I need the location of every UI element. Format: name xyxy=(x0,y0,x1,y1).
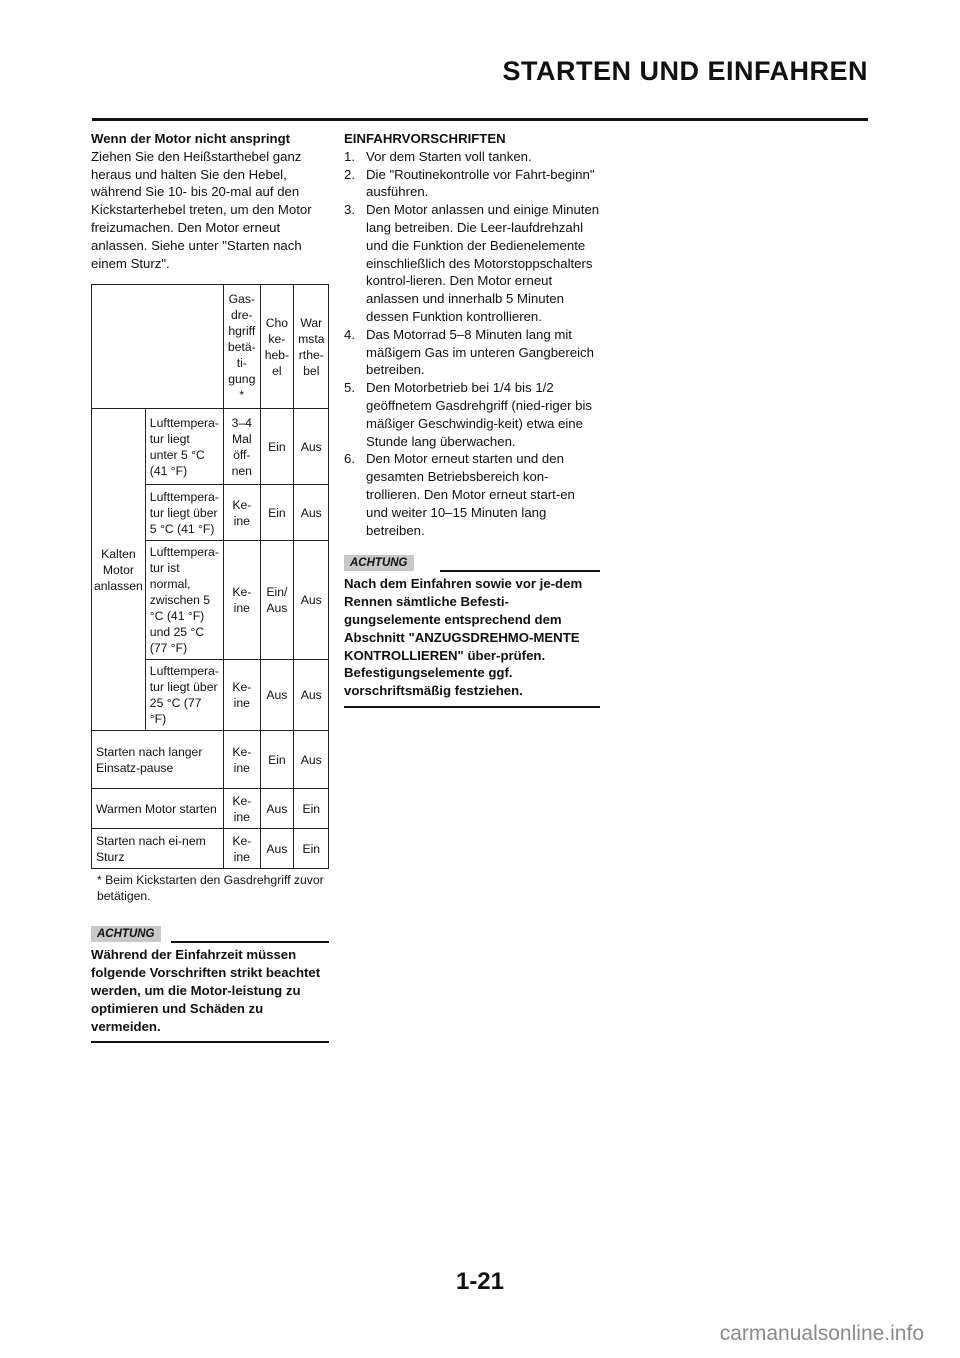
list-item xyxy=(344,148,600,166)
step-number: 5. xyxy=(344,380,355,396)
table-cell-warm: Aus xyxy=(294,660,329,731)
table-cell-gas: Ke-ine xyxy=(223,789,260,829)
right-column xyxy=(344,130,600,708)
table-cell-condition: Lufttempera-tur liegt unter 5 °C (41 °F) xyxy=(145,409,223,485)
table-header-gas: Gas-dre-hgriff betä-ti-gung * xyxy=(223,285,260,409)
page-header-title: STARTEN UND EINFAHREN xyxy=(502,56,868,86)
table-cell-gas: 3–4 Mal öff-nen xyxy=(223,409,260,485)
warning-bottom-rule xyxy=(344,706,600,708)
step-number: 2. xyxy=(344,166,355,182)
break-in-steps xyxy=(344,148,600,540)
warning-head xyxy=(91,926,329,944)
table-cell-gas: Ke-ine xyxy=(223,829,260,869)
list-item xyxy=(344,379,600,450)
step-text: Den Motor erneut starten und den gesamten Betriebsbereich kon-trollieren. Den Motor erneut start-en und weiter 10–15 Minuten lang betreiben. xyxy=(366,451,575,538)
page-number: 1-21 xyxy=(455,1268,505,1295)
warning-text: Nach dem Einfahren sowie vor je-dem Rennen sämtliche Befesti-gungselemente entsprechend dem Abschnitt "ANZUGSDREHMO-MENTE KONTROLLIEREN" über-prüfen. Befestigungselemente ggf. vorschriftsmäßig festziehen. xyxy=(344,576,583,699)
table-cell-choke: Aus xyxy=(260,660,293,731)
table-cell-condition: Lufttempera-tur ist normal, zwischen 5 °C (41 °F) und 25 °C (77 °F) xyxy=(145,541,223,660)
warning-text: Während der Einfahrzeit müssen folgende Vorschriften strikt beachtet werden, um die Motor-leistung zu optimieren und Schäden zu vermeiden. xyxy=(91,947,321,1034)
warning-box-right xyxy=(344,555,600,708)
step-text: Den Motor anlassen und einige Minuten lang betreiben. Die Leer-laufdrehzahl und die Funktion der Bedienelemente einschließlich des Motorstoppschalters kontrol-lieren. Den Motor erneut anlassen und innerhalb 5 Minuten dessen Funktion kontrollieren. xyxy=(366,202,600,324)
starting-table xyxy=(91,284,329,869)
table-header-row xyxy=(92,285,329,409)
table-cell-condition: Lufttempera-tur liegt über 25 °C (77 °F) xyxy=(145,660,223,731)
step-number: 3. xyxy=(344,202,355,218)
step-text: Vor dem Starten voll tanken. xyxy=(366,148,532,164)
step-number: 1. xyxy=(344,148,355,164)
table-cell-condition: Lufttempera-tur liegt über 5 °C (41 °F) xyxy=(145,485,223,541)
table-cell-choke: Aus xyxy=(260,789,293,829)
list-item xyxy=(344,326,600,379)
step-number: 4. xyxy=(344,326,355,342)
table-group-label: Kalten Motor anlassen xyxy=(92,409,146,731)
table-cell-warm: Aus xyxy=(294,541,329,660)
step-text: Die "Routinekontrolle vor Fahrt-beginn" ausführen. xyxy=(366,166,595,200)
warning-bottom-rule xyxy=(91,1041,329,1043)
table-cell-condition: Warmen Motor starten xyxy=(92,789,224,829)
left-column xyxy=(91,130,329,1043)
section-heading-break-in: EINFAHRVORSCHRIFTEN xyxy=(344,131,506,146)
table-row xyxy=(92,731,329,789)
step-text: Den Motorbetrieb bei 1/4 bis 1/2 geöffnetem Gasdrehgriff (nied-riger bis mäßiger Geschwindig-keit) etwa eine Stunde lang überwachen. xyxy=(366,380,593,449)
table-footnote: * Beim Kickstarten den Gasdrehgriff zuvor betätigen. xyxy=(97,873,324,904)
list-item xyxy=(344,166,600,202)
warning-top-rule xyxy=(171,941,329,943)
table-cell-choke: Ein xyxy=(260,485,293,541)
warning-top-rule xyxy=(440,570,600,572)
table-cell-gas: Ke-ine xyxy=(223,660,260,731)
section-heading-start-failure: Wenn der Motor nicht anspringt xyxy=(91,131,291,146)
table-cell-warm: Ein xyxy=(294,829,329,869)
table-header-warm: War msta rthe-bel xyxy=(294,285,329,409)
table-cell-condition: Starten nach langer Einsatz-pause xyxy=(92,731,224,789)
table-cell-warm: Ein xyxy=(294,789,329,829)
table-cell-warm: Aus xyxy=(294,409,329,485)
warning-head xyxy=(344,555,600,573)
table-cell-gas: Ke-ine xyxy=(223,541,260,660)
step-text: Das Motorrad 5–8 Minuten lang mit mäßigem Gas im unteren Gangbereich betreiben. xyxy=(366,326,594,378)
step-number: 6. xyxy=(344,451,355,467)
warning-badge: ACHTUNG xyxy=(344,555,414,571)
table-row xyxy=(92,829,329,869)
section-paragraph-start-failure: Ziehen Sie den Heißstarthebel ganz heraus und halten Sie den Hebel, während Sie 10- bis 20-mal auf den Kickstarterhebel treten, um den Motor freizumachen. Den Motor erneut anlassen. Siehe unter "Starten nach einem Sturz". xyxy=(91,148,312,271)
warning-box-left xyxy=(91,926,329,1043)
table-cell-condition: Starten nach ei-nem Sturz xyxy=(92,829,224,869)
watermark-link[interactable]: carmanualsonline.info xyxy=(719,1322,924,1345)
warning-badge: ACHTUNG xyxy=(91,926,161,942)
table-cell-choke: Ein xyxy=(260,731,293,789)
header-rule xyxy=(92,118,868,121)
list-item xyxy=(344,450,600,539)
table-cell-warm: Aus xyxy=(294,485,329,541)
table-row xyxy=(92,789,329,829)
table-cell-warm: Aus xyxy=(294,731,329,789)
table-cell-choke: Aus xyxy=(260,829,293,869)
table-cell-choke: Ein xyxy=(260,409,293,485)
list-item xyxy=(344,201,600,326)
table-cell-gas: Ke-ine xyxy=(223,731,260,789)
table-cell-gas: Ke-ine xyxy=(223,485,260,541)
table-header-empty xyxy=(92,285,224,409)
table-cell-choke: Ein/ Aus xyxy=(260,541,293,660)
table-row xyxy=(92,409,329,485)
table-header-choke: Cho ke-heb-el xyxy=(260,285,293,409)
